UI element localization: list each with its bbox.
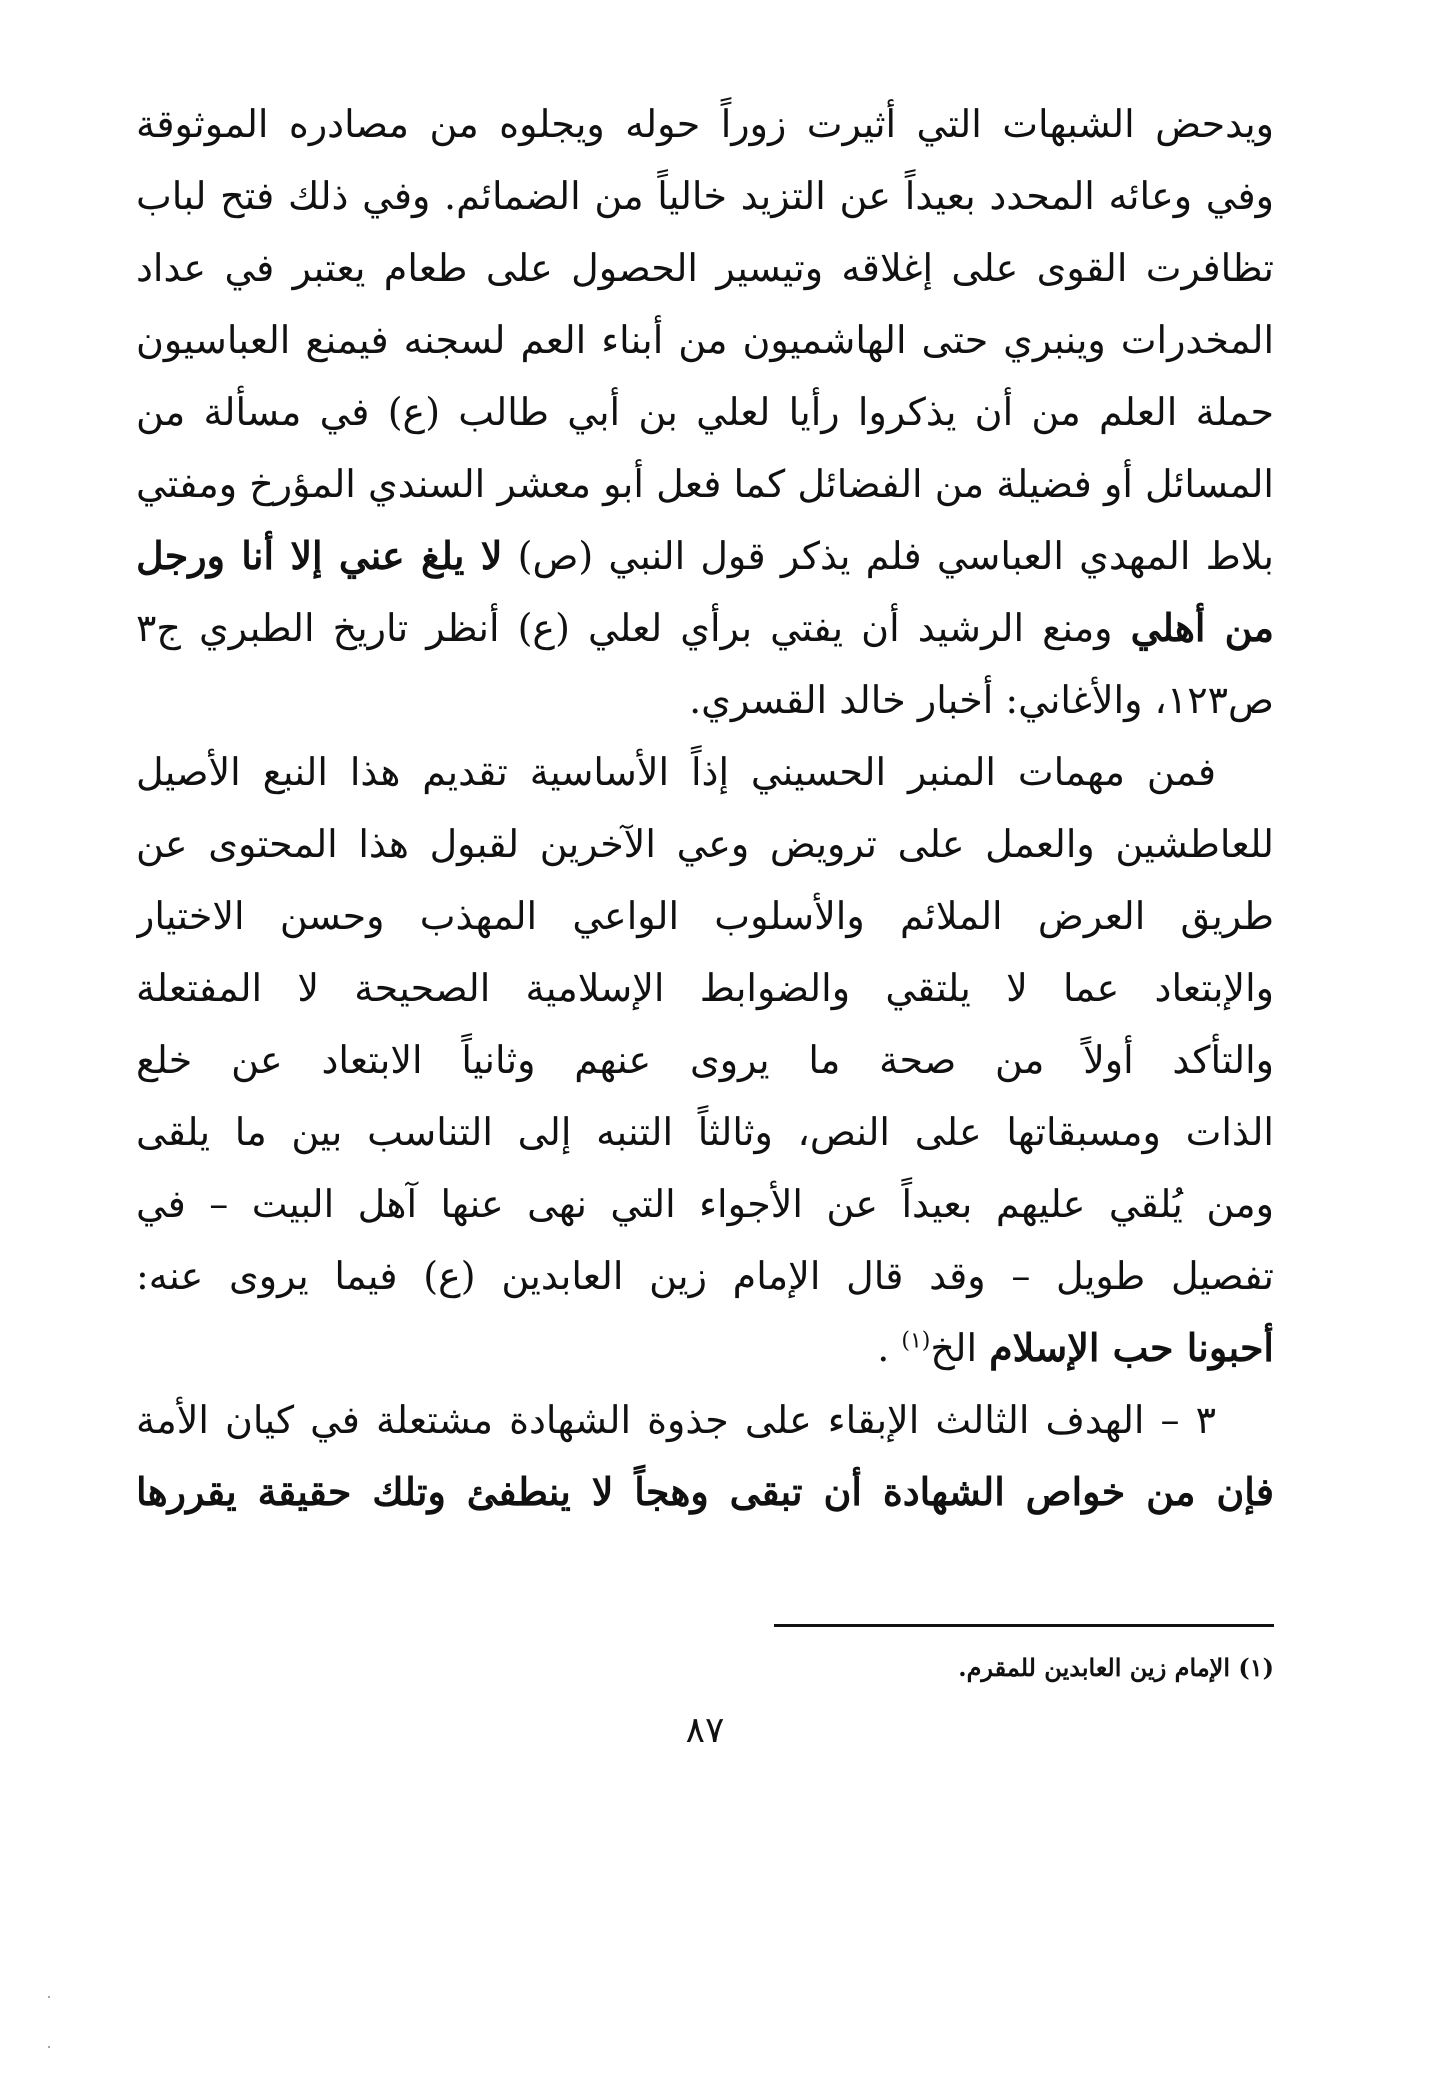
line-text: الخ xyxy=(930,1326,978,1370)
line-text: . xyxy=(877,1326,890,1370)
text-line xyxy=(136,592,1274,664)
text-line: ويدحض الشبهات التي أثيرت زوراً حوله ويجلوه من مصادره الموثوقة xyxy=(136,102,1274,146)
footnote-divider xyxy=(774,1624,1274,1627)
book-page xyxy=(136,88,1274,2048)
scan-speck xyxy=(48,1996,50,1998)
bold-quote: من أهلي xyxy=(1130,605,1274,650)
text-line: ومن يُلقي عليهم بعيداً عن الأجواء التي نهى عنها آهل البيت – في xyxy=(136,1182,1274,1226)
text-line xyxy=(136,1312,1274,1384)
text-line: ٣ – الهدف الثالث الإبقاء على جذوة الشهادة مشتعلة في كيان الأمة xyxy=(136,1398,1216,1442)
text-line: والتأكد أولاً من صحة ما يروى عنهم وثانياً الابتعاد عن خلع xyxy=(136,1038,1274,1082)
footnote: (١) الإمام زين العابدين للمقرم. xyxy=(958,1653,1274,1682)
page-number: ٨٧ xyxy=(685,1710,725,1751)
text-line xyxy=(136,520,1274,592)
text-line: حملة العلم من أن يذكروا رأيا لعلي بن أبي طالب (ع) في مسألة من xyxy=(136,390,1274,434)
text-line: ص١٢٣، والأغاني: أخبار خالد القسري. xyxy=(689,678,1274,722)
text-line: للعاطشين والعمل على ترويض وعي الآخرين لقبول هذا المحتوى عن xyxy=(136,822,1274,866)
text-line: تفصيل طويل – وقد قال الإمام زين العابدين (ع) فيما يروى عنه: xyxy=(136,1254,1274,1298)
bold-text: فإن من خواص الشهادة أن تبقى وهجاً لا ينطفئ وتلك حقيقة يقررها xyxy=(136,1469,1274,1514)
bold-quote: لا يلغ عني إلا أنا ورجل xyxy=(136,533,503,578)
text-line: طريق العرض الملائم والأسلوب الواعي المهذب وحسن الاختيار xyxy=(136,894,1274,938)
footnote-reference: (١) xyxy=(901,1328,931,1354)
text-line: المسائل أو فضيلة من الفضائل كما فعل أبو معشر السندي المؤرخ ومفتي xyxy=(136,462,1274,506)
text-line: تظافرت القوى على إغلاقه وتيسير الحصول على طعام يعتبر في عداد xyxy=(136,246,1274,290)
text-line: فمن مهمات المنبر الحسيني إذاً الأساسية تقديم هذا النبع الأصيل xyxy=(136,750,1216,794)
text-line: والإبتعاد عما لا يلتقي والضوابط الإسلامية الصحيحة لا المفتعلة xyxy=(136,966,1274,1010)
text-line: المخدرات وينبري حتى الهاشميون من أبناء العم لسجنه فيمنع العباسيون xyxy=(136,318,1274,362)
body-text xyxy=(136,88,1274,1528)
text-line: الذات ومسبقاتها على النص، وثالثاً التنبه إلى التناسب بين ما يلقى xyxy=(136,1110,1274,1154)
text-line xyxy=(136,1456,1274,1528)
text-line: وفي وعائه المحدد بعيداً عن التزيد خالياً من الضمائم. وفي ذلك فتح لباب xyxy=(136,174,1274,218)
scan-speck xyxy=(48,2046,50,2048)
line-text: بلاط المهدي العباسي فلم يذكر قول النبي (ص) xyxy=(517,534,1274,578)
bold-quote: أحبونا حب الإسلام xyxy=(989,1325,1274,1370)
line-text: ومنع الرشيد أن يفتي برأي لعلي (ع) أنظر تاريخ الطبري ج٣ xyxy=(136,606,1113,650)
